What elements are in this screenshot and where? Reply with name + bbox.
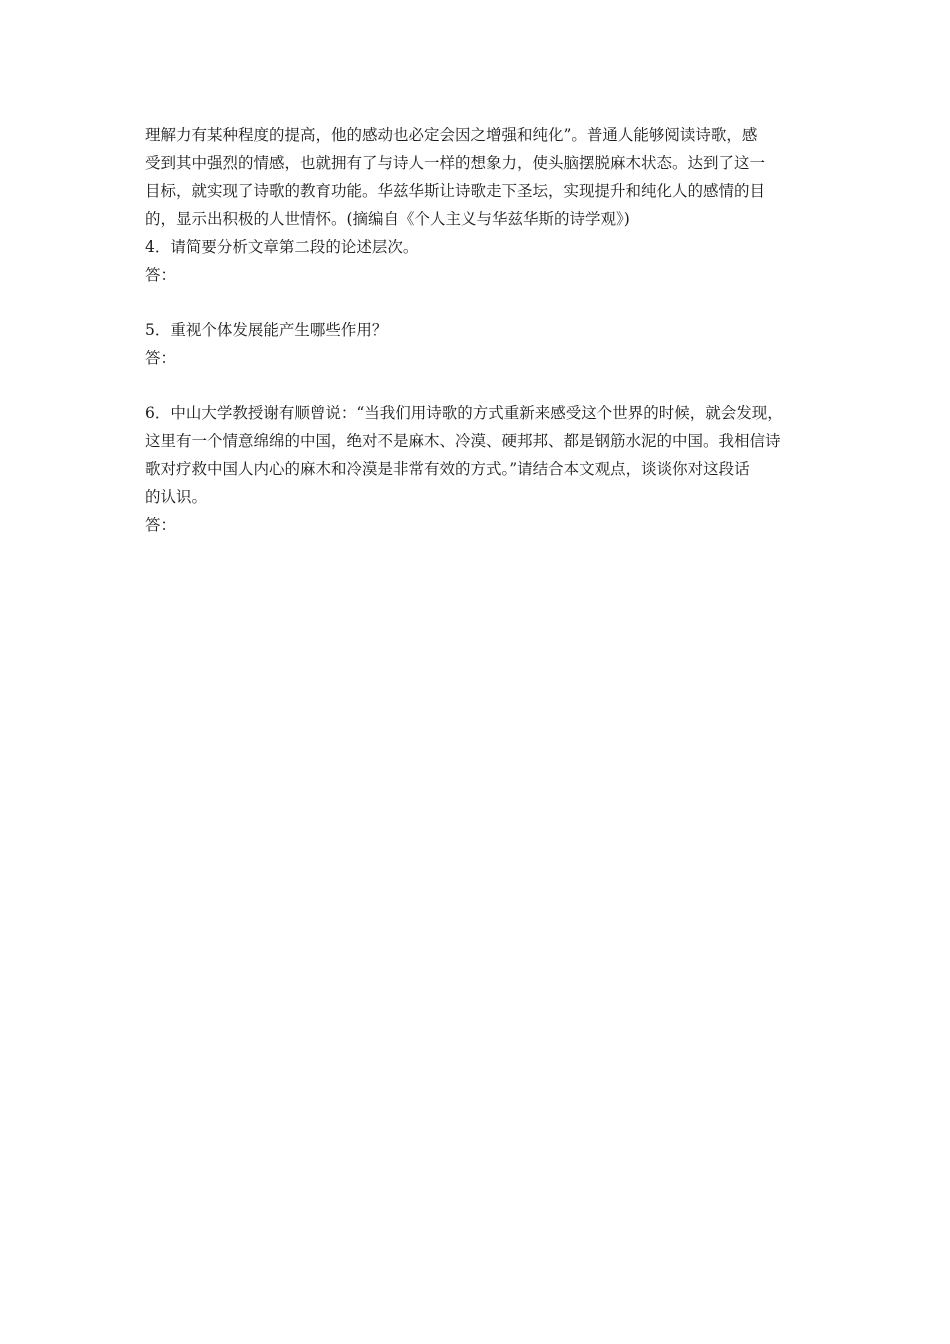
passage-paragraph [145,121,825,233]
passage-line: 目标，就实现了诗歌的教育功能。华兹华斯让诗歌走下圣坛，实现提升和纯化人的感情的目 [145,182,766,200]
question-4-text: 4．请简要分析文章第二段的论述层次。 [145,238,419,256]
document-page [145,121,825,539]
passage-line: 的，显示出积极的人世情怀。(摘编自《个人主义与华兹华斯的诗学观》) [145,210,630,228]
question-6-line: 这里有一个情意绵绵的中国，绝对不是麻木、冷漠、硬邦邦、都是钢筋水泥的中国。我相信诗 [145,432,781,450]
spacer [145,372,825,399]
answer-label: 答： [145,516,177,534]
question-6-line: 的认识。 [145,488,208,506]
question-5 [145,316,825,372]
question-5-text: 5．重视个体发展能产生哪些作用？ [145,321,388,339]
passage-line: 受到其中强烈的情感，也就拥有了与诗人一样的想象力，使头脑摆脱麻木状态。达到了这一 [145,154,766,172]
passage-line: 理解力有某种程度的提高，他的感动也必定会因之增强和纯化”。普通人能够阅读诗歌，感 [145,126,758,144]
spacer [145,289,825,316]
answer-label: 答： [145,349,177,367]
question-6-line: 6．中山大学教授谢有顺曾说：“当我们用诗歌的方式重新来感受这个世界的时候，就会发现， [145,404,783,422]
answer-label: 答： [145,266,177,284]
question-6 [145,399,825,539]
question-4 [145,233,825,289]
question-6-line: 歌对疗救中国人内心的麻木和冷漠是非常有效的方式。”请结合本文观点，谈谈你对这段话 [145,460,750,478]
